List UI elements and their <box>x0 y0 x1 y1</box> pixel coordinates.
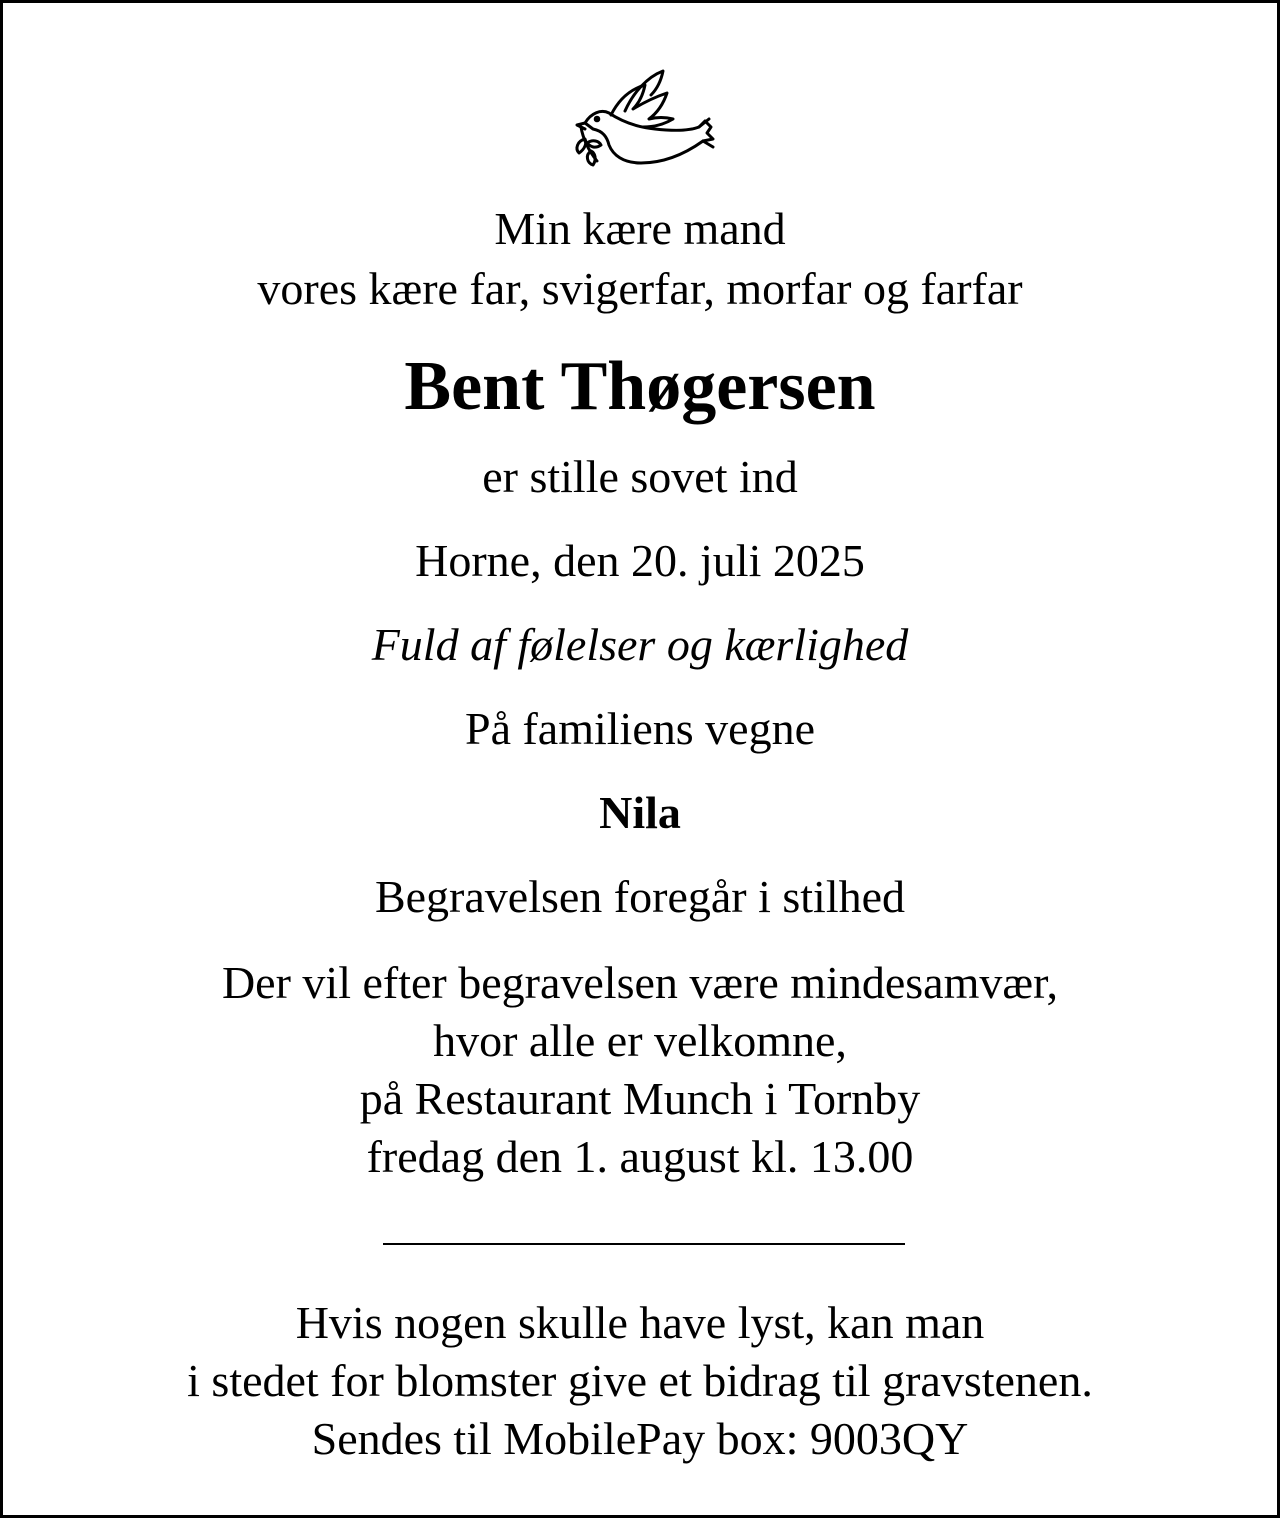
memorial-line-4: fredag den 1. august kl. 13.00 <box>366 1131 914 1182</box>
donation-line-2: i stedet for blomster give et bidrag til gravstenen. <box>187 1355 1093 1406</box>
funeral-note: Begravelsen foregår i stilhed <box>374 871 906 922</box>
intro-line-2: vores kære far, svigerfar, morfar og farfar <box>257 263 1023 314</box>
status-text: er stille sovet ind <box>482 451 798 502</box>
dove-with-olive-branch-icon <box>563 63 723 173</box>
donation-line-3: Sendes til MobilePay box: 9003QY <box>311 1413 969 1464</box>
signatory-name: Nila <box>599 787 681 838</box>
on-behalf-text: På familiens vegne <box>464 703 815 754</box>
divider-line <box>383 1243 905 1245</box>
memorial-line-1: Der vil efter begravelsen være mindesamvær, <box>221 957 1059 1008</box>
place-date: Horne, den 20. juli 2025 <box>415 535 865 586</box>
intro-line-1: Min kære mand <box>494 203 786 254</box>
memorial-line-2: hvor alle er velkomne, <box>433 1015 847 1066</box>
donation-line-1: Hvis nogen skulle have lyst, kan man <box>295 1297 985 1348</box>
motto: Fuld af følelser og kærlighed <box>371 619 909 670</box>
memorial-line-3: på Restaurant Munch i Tornby <box>359 1073 921 1124</box>
deceased-name: Bent Thøgersen <box>404 348 876 425</box>
